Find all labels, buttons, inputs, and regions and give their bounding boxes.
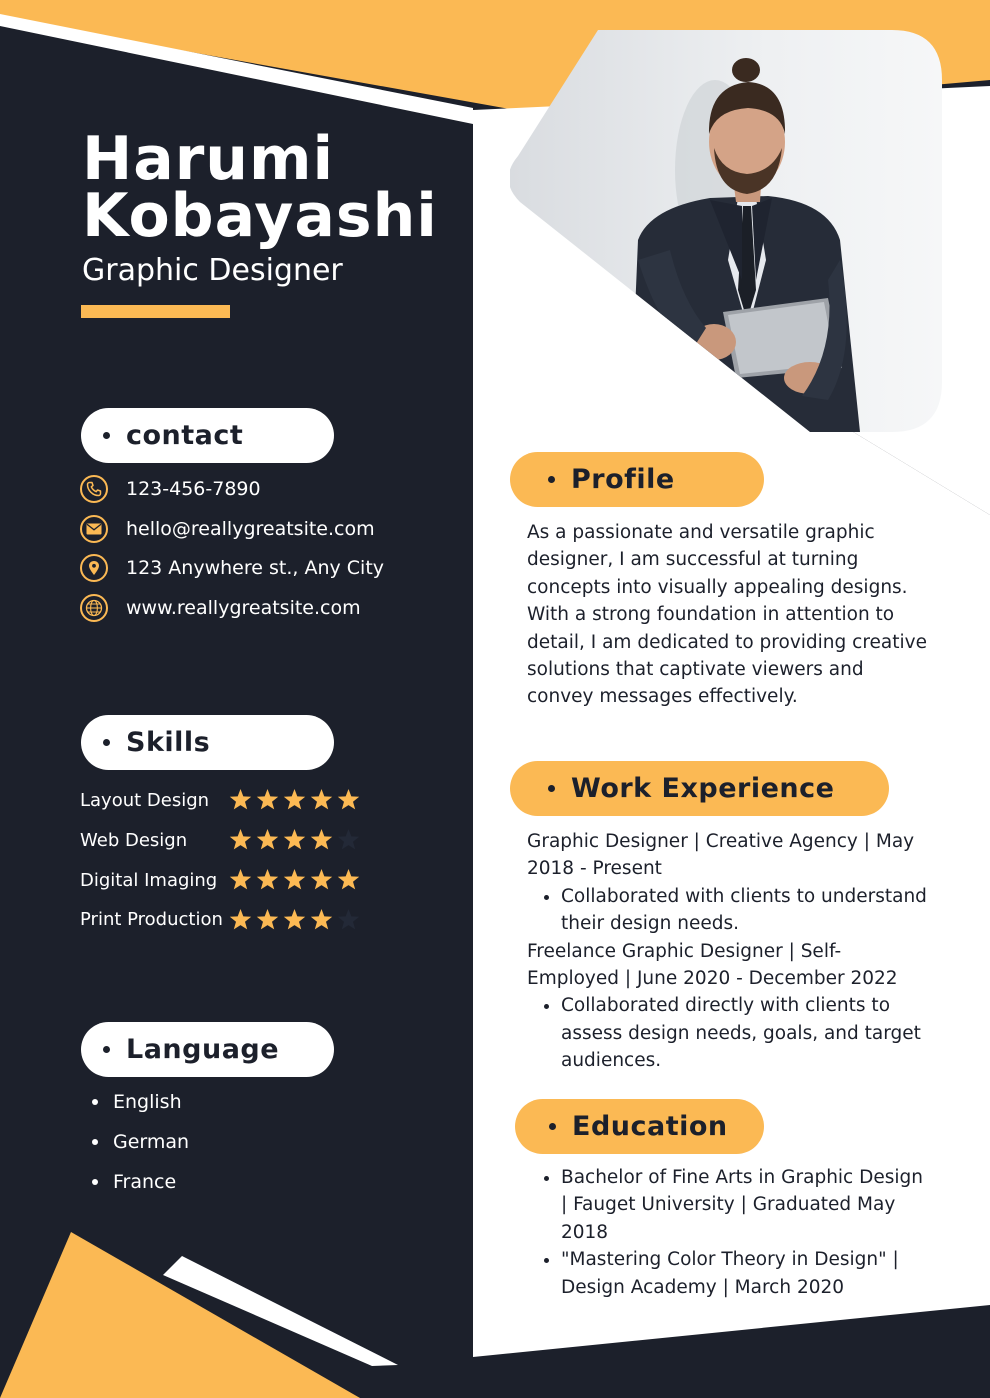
language-text: France <box>113 1171 177 1193</box>
language-item <box>92 1130 189 1154</box>
skill-label: Digital Imaging <box>80 870 218 891</box>
job-title: Graphic Designer <box>82 253 343 288</box>
list-bullet <box>92 1139 98 1145</box>
work-heading-pill <box>510 761 889 816</box>
first-name: Harumi <box>82 124 335 194</box>
star-filled-icon <box>281 827 308 853</box>
heading-bullet <box>548 476 555 483</box>
job-bullets <box>527 992 927 1074</box>
star-filled-icon <box>254 827 281 853</box>
skill-label: Print Production <box>80 909 223 930</box>
location-pin-icon <box>80 554 108 582</box>
skill-label: Layout Design <box>80 790 210 811</box>
education-list <box>527 1164 927 1301</box>
work-list <box>527 828 927 1075</box>
mail-icon <box>80 515 108 543</box>
skill-rating <box>227 827 362 853</box>
job-bullets <box>527 883 927 938</box>
skills-heading-pill <box>81 715 334 770</box>
profile-photo <box>510 30 942 432</box>
education-item: • "Mastering Color Theory in Design" | Design Academy | March 2020 <box>561 1246 927 1301</box>
star-filled-icon <box>227 787 254 813</box>
language-text: German <box>113 1131 190 1153</box>
star-filled-icon <box>335 787 362 813</box>
star-filled-icon <box>281 907 308 933</box>
skill-rating <box>227 867 362 893</box>
heading-bullet <box>103 739 110 746</box>
star-filled-icon <box>227 907 254 933</box>
heading-bullet <box>549 1123 556 1130</box>
education-item: • Bachelor of Fine Arts in Graphic Design | Fauget University | Graduated May 2018 <box>561 1164 927 1246</box>
skill-label: Web Design <box>80 830 188 851</box>
list-bullet <box>92 1179 98 1185</box>
skill-rating <box>227 787 362 813</box>
job-title-line: Graphic Designer | Creative Agency | May 2018 - Present <box>527 831 915 880</box>
contact-text: www.reallygreatsite.com <box>126 597 361 619</box>
contact-email <box>80 512 375 546</box>
heading-bullet <box>103 1046 110 1053</box>
heading-bullet <box>548 785 555 792</box>
star-empty-icon <box>335 827 362 853</box>
contact-address <box>80 551 384 585</box>
star-filled-icon <box>308 787 335 813</box>
contact-text: 123-456-7890 <box>126 478 261 500</box>
language-item <box>92 1170 176 1194</box>
star-filled-icon <box>254 867 281 893</box>
star-filled-icon <box>335 867 362 893</box>
globe-icon <box>80 594 108 622</box>
job-title-line: Freelance Graphic Designer | Self-Employed | June 2020 - December 2022 <box>527 940 898 990</box>
star-filled-icon <box>227 827 254 853</box>
skills-heading: Skills <box>126 727 211 758</box>
star-filled-icon <box>308 907 335 933</box>
contact-website <box>80 591 361 625</box>
last-name: Kobayashi <box>82 181 438 251</box>
contact-heading-pill <box>81 408 334 463</box>
profile-heading-pill <box>510 452 764 507</box>
star-filled-icon <box>254 907 281 933</box>
star-filled-icon <box>254 787 281 813</box>
work-heading: Work Experience <box>571 773 835 804</box>
job-bullet: • Collaborated with clients to understand their design needs. <box>561 883 927 938</box>
education-bullets <box>527 1164 927 1301</box>
star-filled-icon <box>308 827 335 853</box>
contact-heading: contact <box>126 420 244 451</box>
language-item <box>92 1090 182 1114</box>
language-text: English <box>113 1091 182 1113</box>
skill-rating <box>227 907 362 933</box>
phone-icon <box>80 475 108 503</box>
contact-text: 123 Anywhere st., Any City <box>126 557 385 579</box>
star-filled-icon <box>308 867 335 893</box>
title-accent-bar <box>81 305 230 318</box>
list-bullet <box>92 1099 98 1105</box>
language-heading: Language <box>126 1034 280 1065</box>
profile-text: As a passionate and versatile graphic designer, I am successful at turning concepts into visually appealing designs. With a strong foundation in attention to detail, I am dedicated to providing creative solutions that captivate viewers and convey messages effectively. <box>527 522 927 708</box>
education-heading-pill <box>515 1099 764 1154</box>
job-bullet: • Collaborated directly with clients to assess design needs, goals, and target audiences. <box>561 992 927 1074</box>
star-empty-icon <box>335 907 362 933</box>
star-filled-icon <box>227 867 254 893</box>
contact-phone <box>80 472 261 506</box>
star-filled-icon <box>281 867 308 893</box>
star-filled-icon <box>281 787 308 813</box>
profile-heading: Profile <box>571 464 675 495</box>
language-heading-pill <box>81 1022 334 1077</box>
contact-text: hello@reallygreatsite.com <box>126 518 375 540</box>
heading-bullet <box>103 432 110 439</box>
education-heading: Education <box>572 1111 728 1142</box>
